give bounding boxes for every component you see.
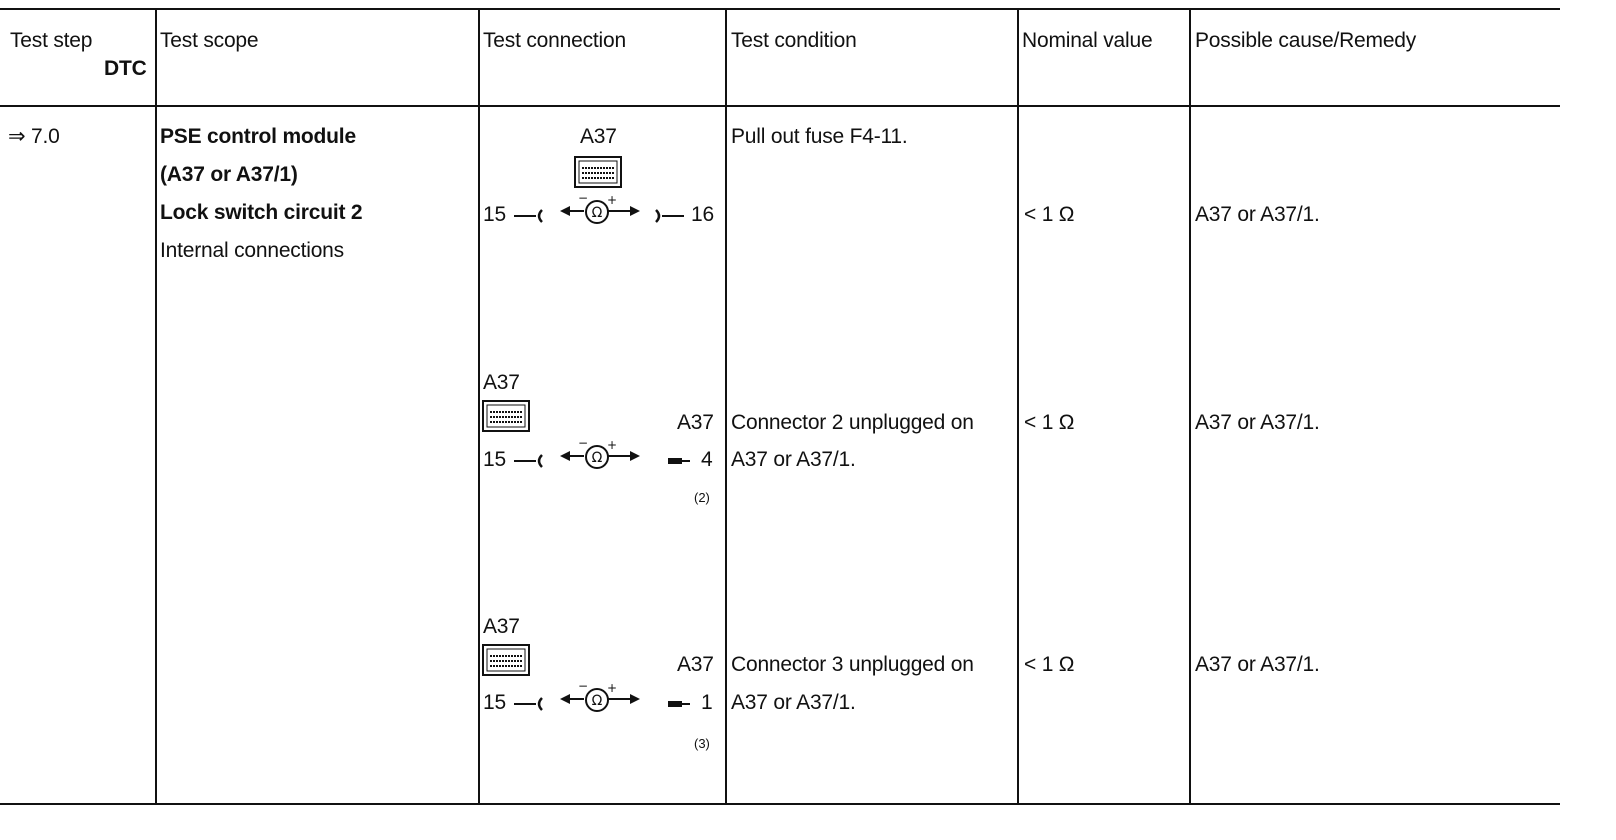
module-icon — [482, 400, 530, 432]
module-icon — [574, 156, 622, 188]
test-condition-2-line2: A37 or A37/1. — [731, 448, 856, 471]
scope-module-name: PSE control module — [160, 125, 356, 148]
scope-module-ids: (A37 or A37/1) — [160, 163, 298, 186]
pin-right-number: 4 — [701, 448, 713, 471]
plug-pin-icon — [666, 694, 692, 714]
module-label-right: A37 — [677, 411, 714, 434]
svg-text:−: − — [577, 439, 589, 450]
svg-text:Ω: Ω — [591, 205, 603, 221]
svg-text:Ω: Ω — [591, 450, 603, 466]
socket-left-icon — [512, 206, 546, 226]
test-condition-3-line2: A37 or A37/1. — [731, 691, 856, 714]
pin-left-number: 15 — [483, 203, 506, 226]
column-divider-2 — [478, 8, 480, 805]
connector-note: (2) — [694, 490, 710, 505]
module-label-left: A37 — [483, 615, 520, 638]
test-condition-2-line1: Connector 2 unplugged on — [731, 411, 974, 434]
ohmmeter-icon — [558, 682, 644, 718]
column-divider-4 — [1017, 8, 1019, 805]
module-label-left: A37 — [483, 371, 520, 394]
svg-text:Ω: Ω — [591, 693, 603, 709]
nominal-value-3: < 1 Ω — [1024, 653, 1075, 676]
column-divider-3 — [725, 8, 727, 805]
ohmmeter-icon — [558, 439, 644, 475]
test-step-number: ⇒ 7.0 — [8, 125, 60, 148]
table-bottom-rule — [0, 803, 1560, 805]
module-icon — [482, 644, 530, 676]
header-dtc: DTC — [104, 57, 147, 80]
svg-text:−: − — [577, 194, 589, 205]
scope-circuit: Lock switch circuit 2 — [160, 201, 363, 224]
module-label-top: A37 — [580, 125, 617, 148]
remedy-1: A37 or A37/1. — [1195, 203, 1320, 226]
socket-right-icon — [652, 206, 686, 226]
column-divider-5 — [1189, 8, 1191, 805]
header-test-condition: Test condition — [731, 29, 857, 52]
remedy-2: A37 or A37/1. — [1195, 411, 1320, 434]
header-nominal-value: Nominal value — [1022, 29, 1153, 52]
svg-text:−: − — [577, 682, 589, 693]
table-top-rule — [0, 8, 1560, 10]
socket-left-icon — [512, 451, 546, 471]
connector-note: (3) — [694, 736, 710, 751]
header-test-connection: Test connection — [483, 29, 626, 52]
nominal-value-1: < 1 Ω — [1024, 203, 1075, 226]
svg-text:+: + — [606, 194, 618, 207]
pin-right-number: 16 — [691, 203, 714, 226]
header-bottom-rule — [0, 105, 1560, 107]
column-divider-1 — [155, 8, 157, 805]
nominal-value-2: < 1 Ω — [1024, 411, 1075, 434]
remedy-3: A37 or A37/1. — [1195, 653, 1320, 676]
pin-left-number: 15 — [483, 691, 506, 714]
test-condition-3-line1: Connector 3 unplugged on — [731, 653, 974, 676]
header-test-scope: Test scope — [160, 29, 259, 52]
socket-left-icon — [512, 694, 546, 714]
module-label-right: A37 — [677, 653, 714, 676]
header-test-step: Test step — [10, 29, 93, 52]
ohmmeter-icon — [558, 194, 644, 230]
scope-description: Internal connections — [160, 239, 344, 262]
plug-pin-icon — [666, 451, 692, 471]
header-possible-cause: Possible cause/Remedy — [1195, 29, 1417, 52]
pin-right-number: 1 — [701, 691, 713, 714]
svg-text:+: + — [606, 682, 618, 695]
svg-text:+: + — [606, 439, 618, 452]
pin-left-number: 15 — [483, 448, 506, 471]
test-condition-1: Pull out fuse F4-11. — [731, 125, 908, 148]
